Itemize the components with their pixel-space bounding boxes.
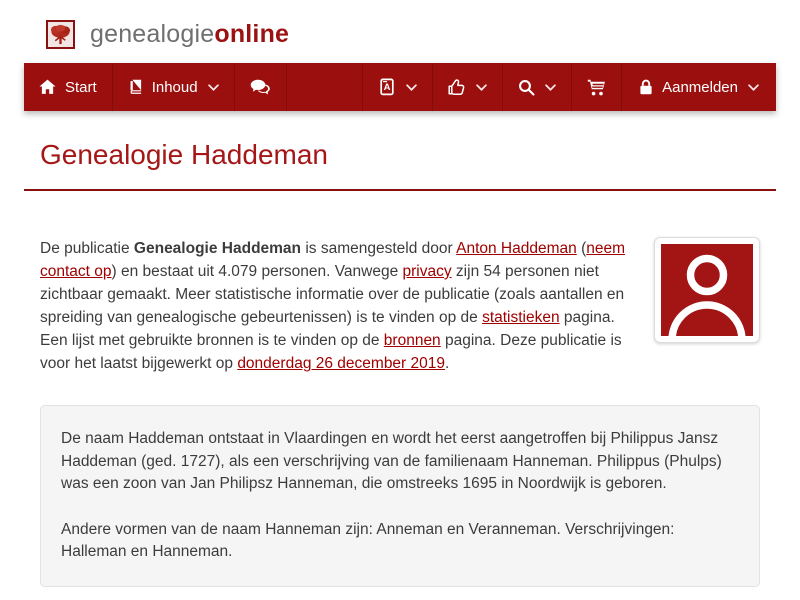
chevron-down-icon	[476, 84, 487, 91]
nav-item-inhoud[interactable]	[113, 63, 235, 111]
profile-photo-card[interactable]	[654, 237, 760, 343]
intro-text: pagina. Een lijst met gebruikte bronnen is te vinden op de	[40, 309, 615, 349]
home-icon	[39, 79, 56, 95]
nav-item-aanmelden[interactable]	[622, 63, 776, 111]
nav-item-language[interactable]	[363, 63, 433, 111]
intro-text: (	[576, 240, 587, 257]
chevron-down-icon	[406, 84, 417, 91]
title-divider	[24, 189, 776, 191]
cart-icon	[587, 79, 606, 96]
thumbs-up-icon	[448, 78, 466, 96]
author-link[interactable]: Anton Haddeman	[456, 240, 577, 257]
lock-icon	[639, 79, 653, 95]
book-icon	[128, 79, 143, 95]
nav-item-search[interactable]	[503, 63, 572, 111]
about-box	[40, 405, 760, 587]
last-updated-link[interactable]: donderdag 26 december 2019	[237, 355, 446, 372]
chevron-down-icon	[748, 84, 759, 91]
tree-icon	[46, 20, 75, 49]
chevron-down-icon	[545, 84, 556, 91]
nav-spacer	[287, 63, 364, 111]
svg-text:A: A	[383, 82, 391, 94]
brand-gray: genealogie	[90, 20, 215, 48]
main-navbar	[24, 63, 776, 111]
page-title: Genealogie Haddeman	[40, 139, 328, 170]
about-paragraph-2: Andere vormen van de naam Hanneman zijn: Anneman en Veranneman. Verschrijvingen: Halleman en Hanneman.	[61, 520, 675, 560]
intro-paragraph	[40, 237, 760, 375]
contact-link[interactable]: neem contact op	[40, 240, 626, 280]
search-icon	[518, 79, 535, 96]
nav-label-inhoud: Inhoud	[151, 78, 198, 96]
nav-item-recommend[interactable]	[433, 63, 503, 111]
main-content	[0, 139, 800, 587]
brand-title	[90, 20, 289, 49]
sources-link[interactable]: bronnen	[383, 332, 441, 349]
nav-item-start[interactable]	[24, 63, 113, 111]
nav-item-cart[interactable]	[572, 63, 622, 111]
site-header	[0, 0, 800, 63]
brand-link[interactable]	[46, 20, 289, 49]
intro-text: .	[445, 355, 450, 372]
nav-label-start: Start	[65, 78, 97, 96]
intro-text: zijn 54 personen niet zichtbaar gemaakt. Meer statistische informatie over de publicatie (zoals aantallen en spreiding van genealogische gebeurtenissen) is te vinden op de	[40, 263, 625, 326]
nav-label-aanmelden: Aanmelden	[662, 78, 738, 96]
nav-item-comments[interactable]	[235, 63, 287, 111]
intro-text: is samengesteld door	[301, 240, 457, 257]
about-paragraph-1: De naam Haddeman ontstaat in Vlaardingen en wordt het eerst aangetroffen bij Philippus Jansz Haddeman (ged. 1727), als een verschrijving van de familienaam Hanneman. Philippus (Phulps) was een zoon van Jan Philipsz Hanneman, die omstreeks 1695 in Noordwijk is geboren.	[61, 430, 722, 492]
comments-icon	[250, 79, 271, 96]
intro-text: pagina. Deze publicatie is voor het laatst bijgewerkt op	[40, 332, 622, 372]
privacy-link[interactable]: privacy	[402, 263, 452, 280]
statistics-link[interactable]: statistieken	[482, 309, 560, 326]
brand-red: online	[214, 20, 290, 48]
person-avatar	[661, 244, 753, 336]
intro-text: De publicatie	[40, 240, 134, 257]
intro-text: ) en bestaat uit 4.079 personen. Vanwege	[111, 263, 403, 280]
publication-name: Genealogie Haddeman	[133, 240, 302, 257]
chevron-down-icon	[208, 84, 219, 91]
language-icon	[378, 78, 396, 96]
